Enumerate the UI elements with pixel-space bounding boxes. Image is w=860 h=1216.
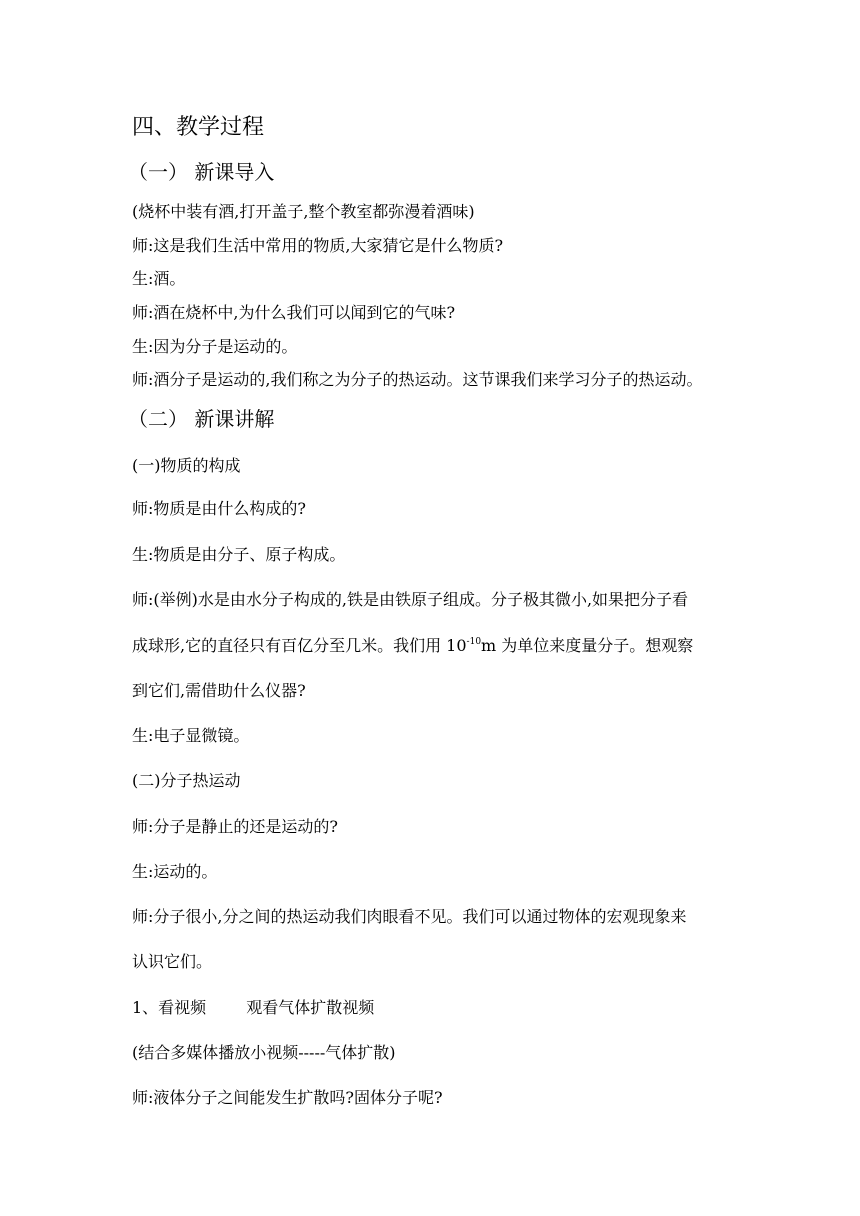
teacher-explanation: 到它们,需借助什么仪器? xyxy=(132,681,306,700)
subsection-title-intro: （一） 新课导入 xyxy=(128,160,275,184)
teacher-explanation: 师:分子很小,分之间的热运动我们肉眼看不见。我们可以通过物体的宏观现象来 xyxy=(132,907,687,926)
teacher-explanation-text: 成球形,它的直径只有百亿分至几米。我们用 10 xyxy=(132,636,467,655)
step-item xyxy=(132,998,374,1018)
intro-paragraph: 生:因为分子是运动的。 xyxy=(132,337,298,356)
student-answer: 生:运动的。 xyxy=(132,862,218,881)
teacher-question: 师:分子是静止的还是运动的? xyxy=(132,817,338,836)
section-title: 四、教学过程 xyxy=(132,115,265,140)
teacher-explanation: 师:(举例)水是由水分子构成的,铁是由铁原子组成。分子极其微小,如果把分子看 xyxy=(132,590,689,609)
student-answer: 生:物质是由分子、原子构成。 xyxy=(132,545,346,564)
teacher-explanation xyxy=(132,636,693,656)
teacher-question: 师:液体分子之间能发生扩散吗?固体分子呢? xyxy=(132,1088,443,1107)
step-note: (结合多媒体播放小视频-----气体扩散) xyxy=(132,1043,396,1062)
intro-paragraph: 师:这是我们生活中常用的物质,大家猜它是什么物质? xyxy=(132,236,504,255)
teacher-question: 师:物质是由什么构成的? xyxy=(132,499,306,518)
intro-paragraph: 生:酒。 xyxy=(132,269,186,288)
teacher-explanation-text: m 为单位来度量分子。想观察 xyxy=(481,636,694,655)
part-title-motion: (二)分子热运动 xyxy=(132,771,241,790)
step-text: 观看气体扩散视频 xyxy=(246,998,375,1017)
student-answer: 生:电子显微镜。 xyxy=(132,726,250,745)
subsection-title-lecture: （二） 新课讲解 xyxy=(128,407,275,431)
teacher-explanation: 认识它们。 xyxy=(132,952,213,971)
intro-paragraph: 师:酒分子是运动的,我们称之为分子的热运动。这节课我们来学习分子的热运动。 xyxy=(132,370,703,389)
exponent: -10 xyxy=(466,637,482,647)
part-title-composition: (一)物质的构成 xyxy=(132,456,241,475)
step-label: 1、看视频 xyxy=(132,998,207,1017)
intro-paragraph: 师:酒在烧杯中,为什么我们可以闻到它的气味? xyxy=(132,303,456,322)
intro-paragraph: (烧杯中装有酒,打开盖子,整个教室都弥漫着酒味) xyxy=(132,202,475,221)
